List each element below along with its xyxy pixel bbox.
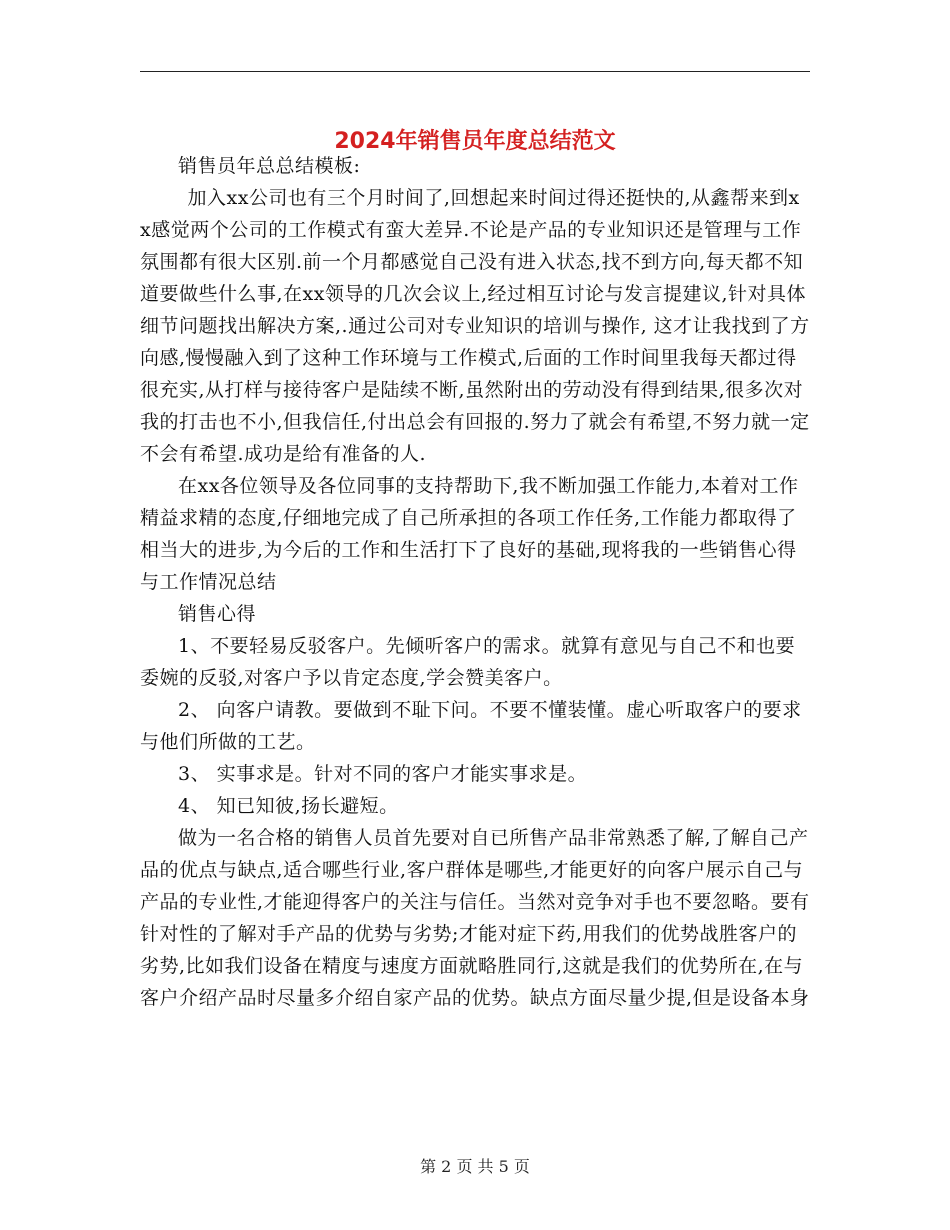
paragraph-product-knowledge: 做为一名合格的销售人员首先要对自已所售产品非常熟悉了解,了解自己产品的优点与缺点,适合哪些行业,客户群体是哪些,才能更好的向客户展示自己与产品的专业性,才能迎得客户的关注与信任。当然对竞争对手也不要忽略。要有针对性的了解对手产品的优势与劣势;才能对症下药,用我们的优势战胜客户的劣势,比如我们设备在精度与速度方面就略胜同行,这就是我们的优势所在,在与客户介绍产品时尽量多介绍自家产品的优势。缺点方面尽量少提,但是设备本身 <box>140 827 810 1009</box>
document-title: 2024年销售员年度总结范文 <box>334 128 616 154</box>
paragraph-intro: 加入xx公司也有三个月时间了,回想起来时间过得还挺快的,从鑫帮来到xx感觉两个公司的工作模式有蛮大差异.不论是产品的专业知识还是管理与工作氛围都有很大区别.前一个月都感觉自己没有进入状态,找不到方向,每天都不知道要做些什么事,在xx领导的几次会议上,经过相互讨论与发言提建议,针对具体细节问题找出解决方案,.通过公司对专业知识的培训与操作, 这才让我找到了方向感,慢慢融入到了这种工作环境与工作模式,后面的工作时间里我每天都过得很充实,从打样与接待客户是陆续不断,虽然附出的劳动没有得到结果,很多次对我的打击也不小,但我信任,付出总会有回报的.努力了就会有希望,不努力就一定不会有希望.成功是给有准备的人. <box>140 187 810 465</box>
document-body <box>140 150 810 1014</box>
paragraph-summary: 在xx各位领导及各位同事的支持帮助下,我不断加强工作能力,本着对工作精益求精的态度,仔细地完成了自己所承担的各项工作任务,工作能力都取得了相当大的进步,为今后的工作和生活打下了良好的基础,现将我的一些销售心得与工作情况总结 <box>140 475 799 593</box>
page-number: 第 2 页 共 5 页 <box>420 1157 530 1176</box>
list-item-3: 3、 实事求是。针对不同的客户才能实事求是。 <box>178 763 588 785</box>
list-item-4: 4、 知已知彼,扬长避短。 <box>178 795 399 817</box>
section-heading-sales-experience: 销售心得 <box>178 603 257 625</box>
paragraph-template-heading: 销售员年总总结模板: <box>178 155 361 177</box>
list-item-1: 1、不要轻易反驳客户。先倾听客户的需求。就算有意见与自己不和也要委婉的反驳,对客户予以肯定态度,学会赞美客户。 <box>140 635 796 689</box>
list-item-2: 2、 向客户请教。要做到不耻下问。不要不懂装懂。虚心听取客户的要求与他们所做的工艺。 <box>140 699 802 753</box>
header-rule <box>140 71 810 72</box>
